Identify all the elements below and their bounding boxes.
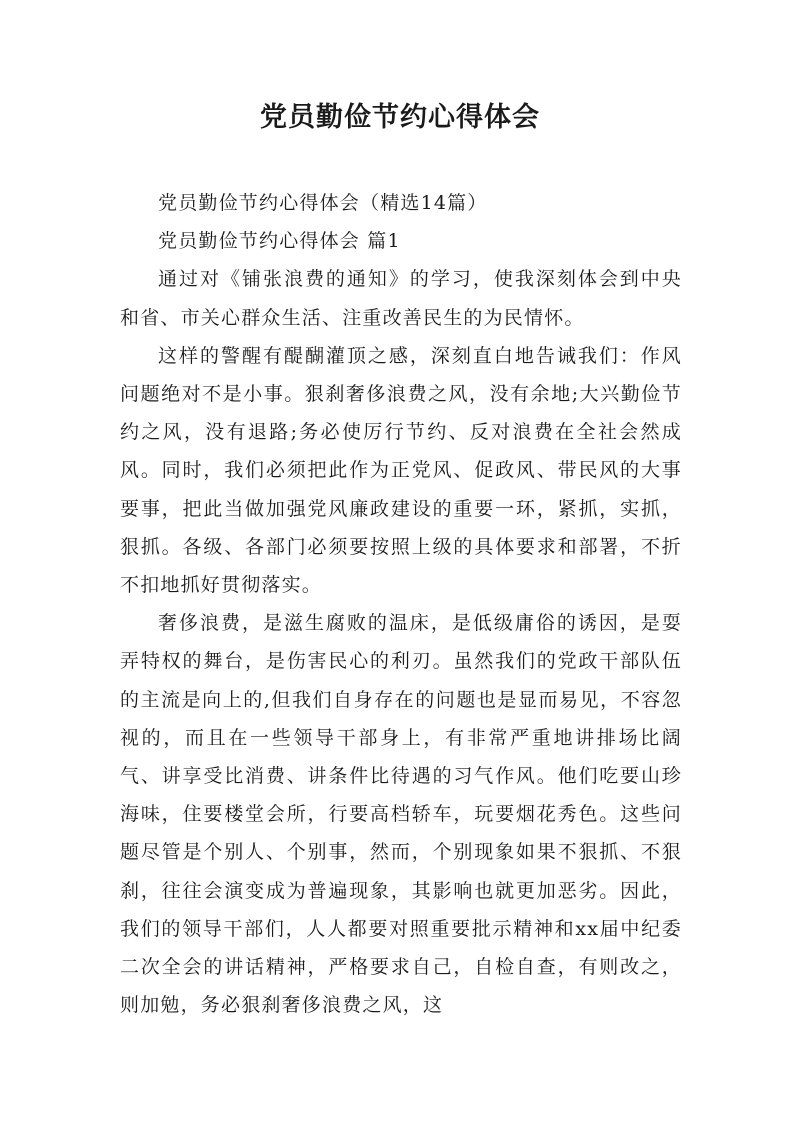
document-body <box>120 184 682 1024</box>
body-paragraph: 这样的警醒有醍醐灌顶之感，深刻直白地告诫我们：作风问题绝对不是小事。狠刹奢侈浪费之风，没有余地;大兴勤俭节约之风，没有退路;务必使厉行节约、反对浪费在全社会然成风。同时，我们必须把此作为正党风、促政风、带民风的大事要事，把此当做加强党风廉政建设的重要一环，紧抓，实抓，狠抓。各级、各部门必须要按照上级的具体要求和部署，不折不扣地抓好贯彻落实。 <box>120 344 682 597</box>
subtitle-paragraph: 党员勤俭节约心得体会（精选14篇） <box>158 192 488 214</box>
body-paragraph: 奢侈浪费，是滋生腐败的温床，是低级庸俗的诱因，是耍弄特权的舞台，是伤害民心的利刃。虽然我们的党政干部队伍的主流是向上的,但我们自身存在的问题也是显而易见，不容忽视的，而且在一些领导干部身上，有非常严重地讲排场比阔气、讲享受比消费、讲条件比待遇的习气作风。他们吃要山珍海味，住要楼堂会所，行要高档轿车，玩要烟花秀色。这些问题尽管是个别人、个别事，然而，个别现象如果不狠抓、不狠刹，往往会演变成为普遍现象，其影响也就更加恶劣。因此，我们的领导干部们，人人都要对照重要批示精神和xx届中纪委二次全会的讲话精神，严格要求自己，自检自查，有则改之，则加勉，务必狠刹奢侈浪费之风，这 <box>120 612 682 1017</box>
body-paragraph: 通过对《铺张浪费的通知》的学习，使我深刻体会到中央和省、市关心群众生活、注重改善民生的为民情怀。 <box>120 268 682 329</box>
section-heading: 党员勤俭节约心得体会 篇1 <box>158 230 401 253</box>
document-title: 党员勤俭节约心得体会 <box>260 102 540 133</box>
